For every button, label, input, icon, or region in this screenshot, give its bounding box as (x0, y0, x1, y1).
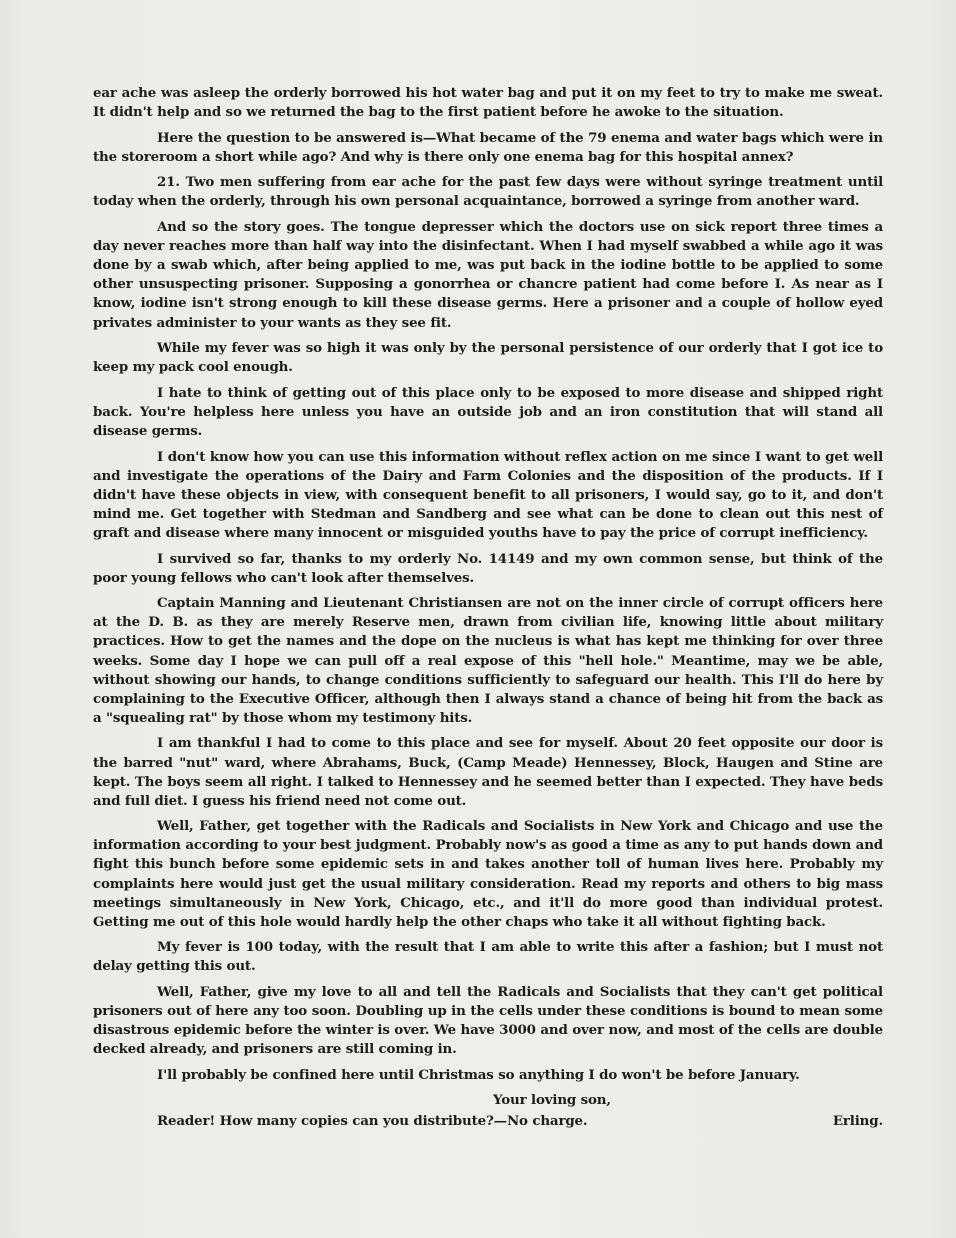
paragraph: ear ache was asleep the orderly borrowed his hot water bag and put it on my feet to try to make me sweat. It didn't help and so we returned the bag to the first patient before he awoke to the situation. (93, 85, 883, 121)
paragraph: I hate to think of getting out of this place only to be exposed to more disease and shipped right back. You're helpless here unless you have an outside job and an iron constitution that will stand all disease germs. (93, 384, 883, 439)
paragraph: While my fever was so high it was only by the personal persistence of our orderly that I got ice to keep my pack cool enough. (93, 340, 883, 376)
paragraph: I survived so far, thanks to my orderly No. 14149 and my own common sense, but think of the poor young fellows who can't look after themselves. (93, 550, 883, 586)
paragraph: Captain Manning and Lieutenant Christiansen are not on the inner circle of corrupt officers here at the D. B. as they are merely Reserve men, drawn from civilian life, knowing little about military practices. How to get the names and the dope on the nucleus is what has kept me thinking for over three weeks. Some day I hope we can pull off a real expose of this "hell hole." Meantime, may we be able, without showing our hands, to change conditions sufficiently to safeguard our health. This I'll do here by complaining to the Executive Officer, although then I always stand a chance of being hit from the back as a "squealing rat" by those whom my testimony hits. (93, 595, 883, 726)
closing-line: I'll probably be confined here until Christmas so anything I do won't be before January. (157, 1066, 800, 1083)
paragraph: Here the question to be answered is—What became of the 79 enema and water bags which were in the storeroom a short while ago? And why is there only one enema bag for this hospital annex? (93, 129, 883, 165)
signature: Erling. (832, 1113, 883, 1130)
paragraph: I don't know how you can use this information without reflex action on me since I want to get well and investigate the operations of the Dairy and Farm Colonies and the disposition of the products. If I didn't have these objects in view, with consequent benefit to all prisoners, I would say, go to it, and don't mind me. Get together with Stedman and Sandberg and see what can be done to clean out this nest of graft and disease where many innocent or misguided youths have to pay the price of corrupt inefficiency. (93, 448, 883, 541)
paragraph: Well, Father, give my love to all and tell the Radicals and Socialists that they can't get political prisoners out of here any too soon. Doubling up in the cells under these conditions is bound to mean some disastrous epidemic before the winter is over. We have 3000 and over now, and most of the cells are double decked already, and prisoners are still coming in. (93, 984, 883, 1058)
letter-body (93, 84, 883, 1131)
paragraph: I am thankful I had to come to this place and see for myself. About 20 feet opposite our door is the barred "nut" ward, where Abrahams, Buck, (Camp Meade) Hennessey, Block, Haugen and Stine are kept. The boys seem all right. I talked to Hennessey and he seemed better than I expected. They have beds and full diet. I guess his friend need not come out. (93, 735, 883, 809)
paragraph: My fever is 100 today, with the result that I am able to write this after a fashion; but I must not delay getting this out. (93, 939, 883, 975)
paragraph: 21. Two men suffering from ear ache for the past few days were without syringe treatment until today when the orderly, through his own personal acquaintance, borrowed a syringe from another ward. (93, 174, 883, 210)
reader-note: Reader! How many copies can you distribute?—No charge. (157, 1113, 588, 1130)
final-row (93, 1112, 883, 1131)
signoff: Your loving son, (493, 1092, 611, 1108)
paragraph: And so the story goes. The tongue depresser which the doctors use on sick report three times a day never reaches more than half way into the disinfectant. When I had myself swabbed a while ago it was done by a swab which, after being applied to me, was put back in the iodine bottle to be applied to some other unsuspecting prisoner. Supposing a gonorrhea or chancre patient had come before I. As near as I know, iodine isn't strong enough to kill these disease germs. Here a prisoner and a couple of hollow eyed privates administer to your wants as they see fit. (93, 219, 883, 331)
paragraph: Well, Father, get together with the Radicals and Socialists in New York and Chicago and use the information according to your best judgment. Probably now's as good a time as any to put hands down and fight this bunch before some epidemic sets in and takes another toll of human lives here. Probably my complaints here would just get the usual military consideration. Read my reports and others to big mass meetings simultaneously in New York, Chicago, etc., and it'll do more good than individual protest. Getting me out of this hole would hardly help the other chaps who take it all without fighting back. (93, 818, 883, 930)
